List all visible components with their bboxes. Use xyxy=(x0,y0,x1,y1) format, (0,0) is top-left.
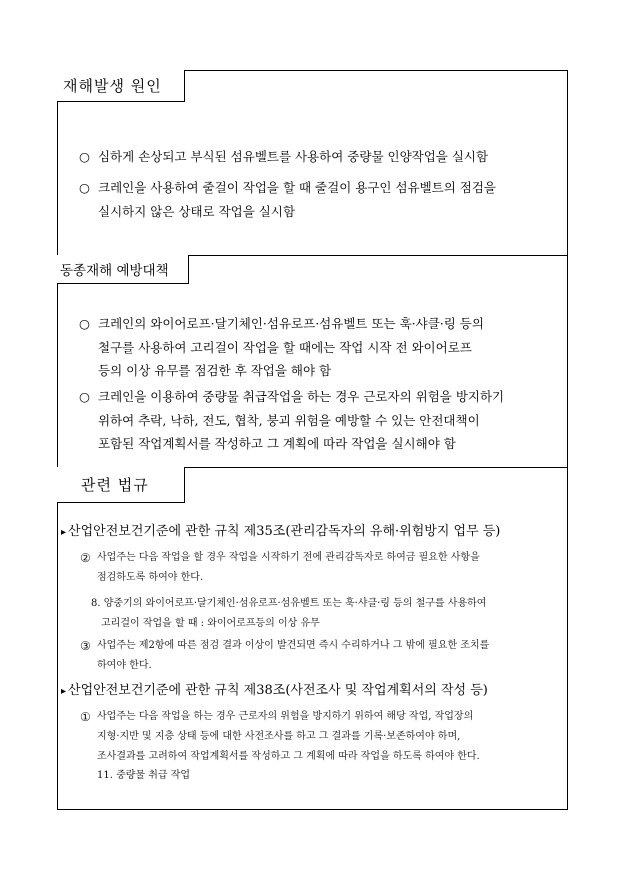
prevention-item xyxy=(79,385,561,456)
clause-line: 사업주는 제2항에 따른 점검 결과 이상이 발견되면 즉시 수리하거나 그 밖에 필요한 조치를 xyxy=(97,640,490,651)
circle-bullet-icon: ○ xyxy=(79,316,90,331)
law-clause xyxy=(80,707,564,767)
clause-line: 11. 중량물 취급 작업 xyxy=(97,770,191,781)
cause-item xyxy=(79,176,561,223)
clause-number: ① xyxy=(80,710,91,724)
item-line: 크레인을 이용하여 중량물 취급작업을 하는 경우 근로자의 위험을 방지하기 xyxy=(98,389,505,404)
law-title xyxy=(61,522,566,543)
cause-item xyxy=(79,145,561,169)
circle-bullet-icon: ○ xyxy=(79,149,90,164)
clause-line: 고리걸이 작업을 할 때 : 와이어로프등의 이상 유무 xyxy=(101,618,320,629)
clause-line: 점검하도록 하여야 한다. xyxy=(97,572,204,583)
clause-line: 사업주는 다음 작업을 하는 경우 근로자의 위험을 방지하기 위하여 해당 작업, 작업장의 xyxy=(97,711,474,722)
item-line: 실시하지 않은 상태로 작업을 실시함 xyxy=(98,203,296,219)
clause-number: ③ xyxy=(80,639,91,653)
law-clause xyxy=(91,594,564,634)
section-heading-prevention xyxy=(57,255,189,284)
circle-bullet-icon: ○ xyxy=(79,180,90,195)
clause-line: 하여야 한다. xyxy=(97,660,152,671)
law-title-text: 산업안전보건기준에 관한 규칙 제35조(관리감독자의 유해·위험방지 업무 등) xyxy=(68,524,501,539)
section-heading-text: 재해발생 원인 xyxy=(63,77,162,95)
section-heading-text: 동종재해 예방대책 xyxy=(60,263,169,279)
prevention-item xyxy=(79,312,561,383)
circle-bullet-icon: ○ xyxy=(79,389,90,404)
section-heading-text: 관련 법규 xyxy=(81,476,149,494)
clause-line: 조사결과를 고려하여 작업계획서를 작성하고 그 계획에 따라 작업을 하도록 하여야 한다. xyxy=(97,751,480,762)
section-heading-cause xyxy=(57,70,185,102)
clause-number: ② xyxy=(80,551,91,565)
law-title-text: 산업안전보건기준에 관한 규칙 제38조(사전조사 및 작업계획서의 작성 등) xyxy=(68,683,488,698)
triangle-marker-icon: ▸ xyxy=(61,527,67,538)
item-line: 크레인의 와이어로프·달기체인·섬유로프·섬유벨트 또는 훅·샤클·링 등의 xyxy=(98,316,484,331)
clause-line: 사업주는 다음 작업을 할 경우 작업을 시작하기 전에 관리감독자로 하여금 필요한 사항을 xyxy=(97,552,480,563)
triangle-marker-icon: ▸ xyxy=(61,686,67,697)
law-title xyxy=(61,681,566,702)
clause-line: 8. 양중기의 와이어로프·달기체인·섬유로프·섬유벨트 또는 훅·샤클·링 등의 철구를 사용하여 xyxy=(91,598,487,609)
item-line: 등의 이상 유무를 점검한 후 작업을 해야 함 xyxy=(98,363,332,378)
item-line: 크레인을 사용하여 줄걸이 작업을 할 때 줄걸이 용구인 섬유벨트의 점검을 xyxy=(98,180,497,195)
law-clause xyxy=(80,636,564,676)
item-line: 심하게 손상되고 부식된 섬유벨트를 사용하여 중량물 인양작업을 실시함 xyxy=(98,149,489,164)
section-heading-laws xyxy=(57,467,185,503)
item-line: 위하여 추락, 낙하, 전도, 협착, 붕괴 위험을 예방할 수 있는 안전대책이 xyxy=(98,412,480,428)
law-clause xyxy=(97,766,497,786)
law-clause xyxy=(80,548,564,588)
item-line: 철구를 사용하여 고리걸이 작업을 할 때에는 작업 시작 전 와이어로프 xyxy=(98,339,472,355)
item-line: 포함된 작업계획서를 작성하고 그 계획에 따라 작업을 실시해야 함 xyxy=(98,436,456,451)
clause-line: 지형·지반 및 지층 상태 등에 대한 사전조사를 하고 그 결과를 기록·보존하여야 하며, xyxy=(97,731,461,742)
